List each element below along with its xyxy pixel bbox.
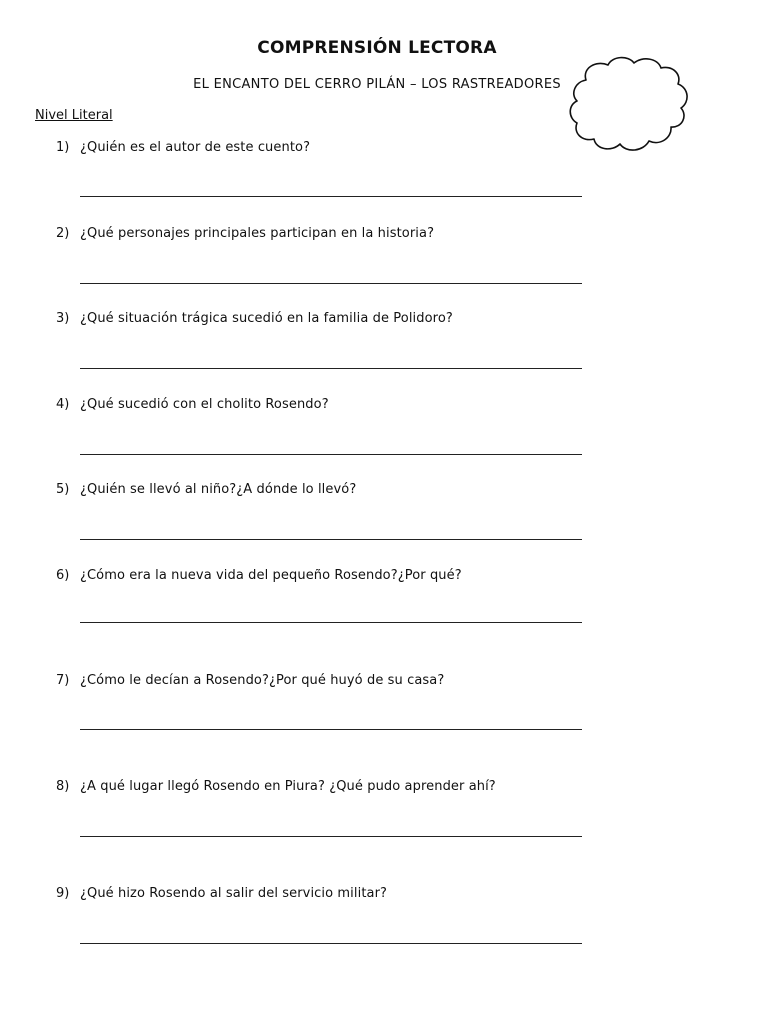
answer-line[interactable] <box>80 454 582 455</box>
story-title: EL ENCANTO DEL CERRO PILÁN – LOS RASTREADORES <box>193 77 561 92</box>
question-6 <box>0 568 768 628</box>
question-number: 5) <box>56 482 70 497</box>
question-number: 6) <box>56 568 70 583</box>
worksheet-title: COMPRENSIÓN LECTORA <box>257 38 497 58</box>
answer-line[interactable] <box>80 283 582 284</box>
question-text: ¿Cómo era la nueva vida del pequeño Rosendo?¿Por qué? <box>80 568 462 583</box>
question-number: 8) <box>56 779 70 794</box>
question-5 <box>0 482 768 542</box>
question-text: ¿A qué lugar llegó Rosendo en Piura? ¿Qué pudo aprender ahí? <box>80 779 496 794</box>
answer-line[interactable] <box>80 836 582 837</box>
answer-line[interactable] <box>80 622 582 623</box>
question-text: ¿Qué personajes principales participan en la historia? <box>80 226 435 241</box>
question-text: ¿Cómo le decían a Rosendo?¿Por qué huyó de su casa? <box>80 673 445 688</box>
question-number: 1) <box>56 140 70 155</box>
question-number: 9) <box>56 886 70 901</box>
answer-line[interactable] <box>80 368 582 369</box>
question-text: ¿Quién es el autor de este cuento? <box>80 140 311 155</box>
answer-line[interactable] <box>80 943 582 944</box>
question-number: 4) <box>56 397 70 412</box>
question-9 <box>0 886 768 946</box>
question-1 <box>0 140 768 200</box>
question-2 <box>0 226 768 286</box>
question-text: ¿Quién se llevó al niño?¿A dónde lo llevó? <box>80 482 357 497</box>
question-4 <box>0 397 768 457</box>
question-number: 3) <box>56 311 70 326</box>
question-text: ¿Qué situación trágica sucedió en la familia de Polidoro? <box>80 311 453 326</box>
question-number: 7) <box>56 673 70 688</box>
answer-line[interactable] <box>80 196 582 197</box>
answer-line[interactable] <box>80 539 582 540</box>
question-7 <box>0 673 768 733</box>
section-heading: Nivel Literal <box>35 108 113 123</box>
question-3 <box>0 311 768 371</box>
question-number: 2) <box>56 226 70 241</box>
question-8 <box>0 779 768 839</box>
answer-line[interactable] <box>80 729 582 730</box>
question-text: ¿Qué hizo Rosendo al salir del servicio militar? <box>80 886 388 901</box>
question-text: ¿Qué sucedió con el cholito Rosendo? <box>80 397 329 412</box>
